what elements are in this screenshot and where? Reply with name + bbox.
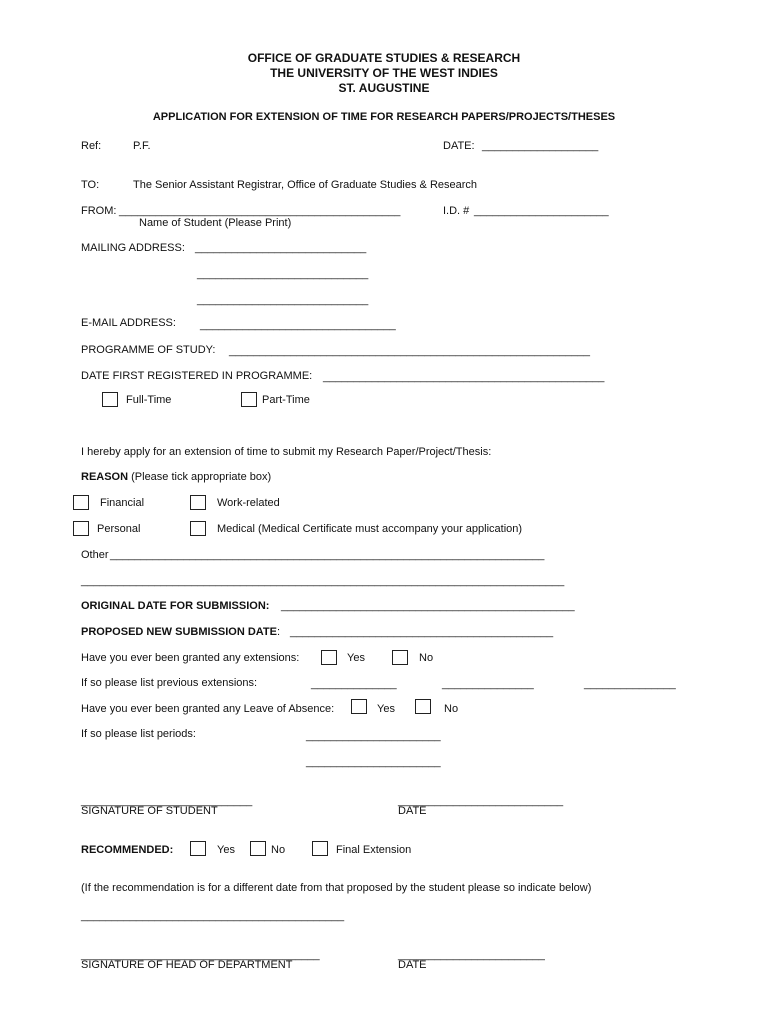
final-extension-label: Final Extension — [336, 844, 412, 856]
office-heading: OFFICE OF GRADUATE STUDIES & RESEARCH — [247, 51, 521, 65]
extension-field-1[interactable]: ______________ — [311, 678, 397, 690]
medical-checkbox[interactable] — [190, 521, 206, 536]
leave-question: Have you ever been granted any Leave of Absence: — [81, 703, 335, 715]
part-time-checkbox[interactable] — [241, 392, 257, 407]
original-date-field[interactable]: ________________________________________________ — [281, 600, 575, 612]
to-recipient: The Senior Assistant Registrar, Office of Graduate Studies & Research — [133, 179, 478, 191]
recommended-label: RECOMMENDED: — [81, 844, 174, 856]
extensions-no-label: No — [419, 652, 434, 664]
head-signature-label: SIGNATURE OF HEAD OF DEPARTMENT — [81, 959, 293, 971]
id-label: I.D. # — [443, 205, 470, 217]
head-date-field[interactable]: ________________________ — [398, 949, 545, 961]
work-related-label: Work-related — [217, 497, 280, 509]
financial-label: Financial — [100, 497, 145, 509]
personal-checkbox[interactable] — [73, 521, 89, 536]
to-label: TO: — [81, 179, 100, 191]
extensions-list-label: If so please list previous extensions: — [81, 677, 258, 689]
personal-label: Personal — [97, 523, 141, 535]
apply-statement: I hereby apply for an extension of time to submit my Research Paper/Project/Thesis: — [81, 446, 492, 458]
proposed-date-label: PROPOSED NEW SUBMISSION DATE — [81, 626, 277, 638]
id-field[interactable]: ______________________ — [474, 205, 609, 217]
student-date-label: DATE — [398, 805, 427, 817]
leave-period-field-1[interactable]: ______________________ — [306, 730, 441, 742]
student-signature-label: SIGNATURE OF STUDENT — [81, 805, 218, 817]
full-time-label: Full-Time — [126, 394, 172, 406]
campus-heading: ST. AUGUSTINE — [338, 81, 430, 95]
mailing-address-label: MAILING ADDRESS: — [81, 242, 185, 254]
part-time-label: Part-Time — [262, 394, 310, 406]
recommendation-note: (If the recommendation is for a different date from that proposed by the student please so indicate below) — [81, 882, 592, 894]
other-field-2[interactable]: _______________________________________________________________________________ — [81, 575, 565, 587]
extensions-question: Have you ever been granted any extensions: — [81, 652, 300, 664]
mailing-address-line-1[interactable]: ____________________________ — [195, 242, 367, 254]
leave-yes-label: Yes — [377, 703, 395, 715]
head-date-label: DATE — [398, 959, 427, 971]
extension-field-3[interactable]: _______________ — [584, 678, 676, 690]
leave-periods-label: If so please list periods: — [81, 728, 196, 740]
leave-no-label: No — [444, 703, 459, 715]
reason-label: REASON — [81, 471, 129, 483]
head-signature-field[interactable]: _______________________________________ — [81, 949, 320, 961]
from-label: FROM: — [81, 205, 117, 217]
ref-label: Ref: — [81, 140, 102, 152]
reason-hint: (Please tick appropriate box) — [131, 471, 272, 483]
recommended-yes-checkbox[interactable] — [190, 841, 206, 856]
proposed-date-colon: : — [276, 626, 281, 638]
email-label: E-MAIL ADDRESS: — [81, 317, 176, 329]
student-name-caption: Name of Student (Please Print) — [139, 217, 292, 229]
full-time-checkbox[interactable] — [102, 392, 118, 407]
leave-yes-checkbox[interactable] — [351, 699, 367, 714]
medical-label: Medical (Medical Certificate must accompany your application) — [217, 523, 523, 535]
financial-checkbox[interactable] — [73, 495, 89, 510]
form-title: APPLICATION FOR EXTENSION OF TIME FOR RESEARCH PAPERS/PROJECTS/THESES — [152, 111, 616, 123]
work-related-checkbox[interactable] — [190, 495, 206, 510]
mailing-address-line-3[interactable]: ____________________________ — [197, 294, 369, 306]
leave-period-field-2[interactable]: ______________________ — [306, 756, 441, 768]
extensions-no-checkbox[interactable] — [392, 650, 408, 665]
mailing-address-line-2[interactable]: ____________________________ — [197, 268, 369, 280]
original-date-label: ORIGINAL DATE FOR SUBMISSION: — [81, 600, 270, 612]
recommended-yes-label: Yes — [217, 844, 235, 856]
recommendation-field[interactable]: ___________________________________________ — [81, 910, 345, 922]
programme-label: PROGRAMME OF STUDY: — [81, 344, 216, 356]
pf-label: P.F. — [133, 140, 151, 152]
other-label: Other — [81, 549, 109, 561]
proposed-date-heading — [81, 626, 280, 639]
student-signature-field[interactable]: ____________________________ — [81, 795, 253, 807]
first-registered-label: DATE FIRST REGISTERED IN PROGRAMME: — [81, 370, 313, 382]
programme-field[interactable]: ___________________________________________________________ — [229, 345, 590, 357]
reason-heading — [81, 471, 271, 484]
final-extension-checkbox[interactable] — [312, 841, 328, 856]
proposed-date-field[interactable]: ___________________________________________ — [290, 626, 554, 638]
recommended-no-label: No — [271, 844, 286, 856]
email-field[interactable]: ________________________________ — [200, 319, 396, 331]
extension-field-2[interactable]: _______________ — [442, 678, 534, 690]
leave-no-checkbox[interactable] — [415, 699, 431, 714]
extensions-yes-checkbox[interactable] — [321, 650, 337, 665]
student-name-field[interactable]: ______________________________________________ — [119, 205, 401, 217]
date-field[interactable]: ___________________ — [482, 140, 599, 152]
recommended-no-checkbox[interactable] — [250, 841, 266, 856]
extensions-yes-label: Yes — [347, 652, 365, 664]
first-registered-field[interactable]: ______________________________________________ — [323, 371, 605, 383]
other-field-1[interactable]: _______________________________________________________________________ — [110, 549, 545, 561]
date-label: DATE: — [443, 140, 475, 152]
university-heading: THE UNIVERSITY OF THE WEST INDIES — [270, 66, 498, 80]
student-date-field[interactable]: ___________________________ — [398, 795, 564, 807]
